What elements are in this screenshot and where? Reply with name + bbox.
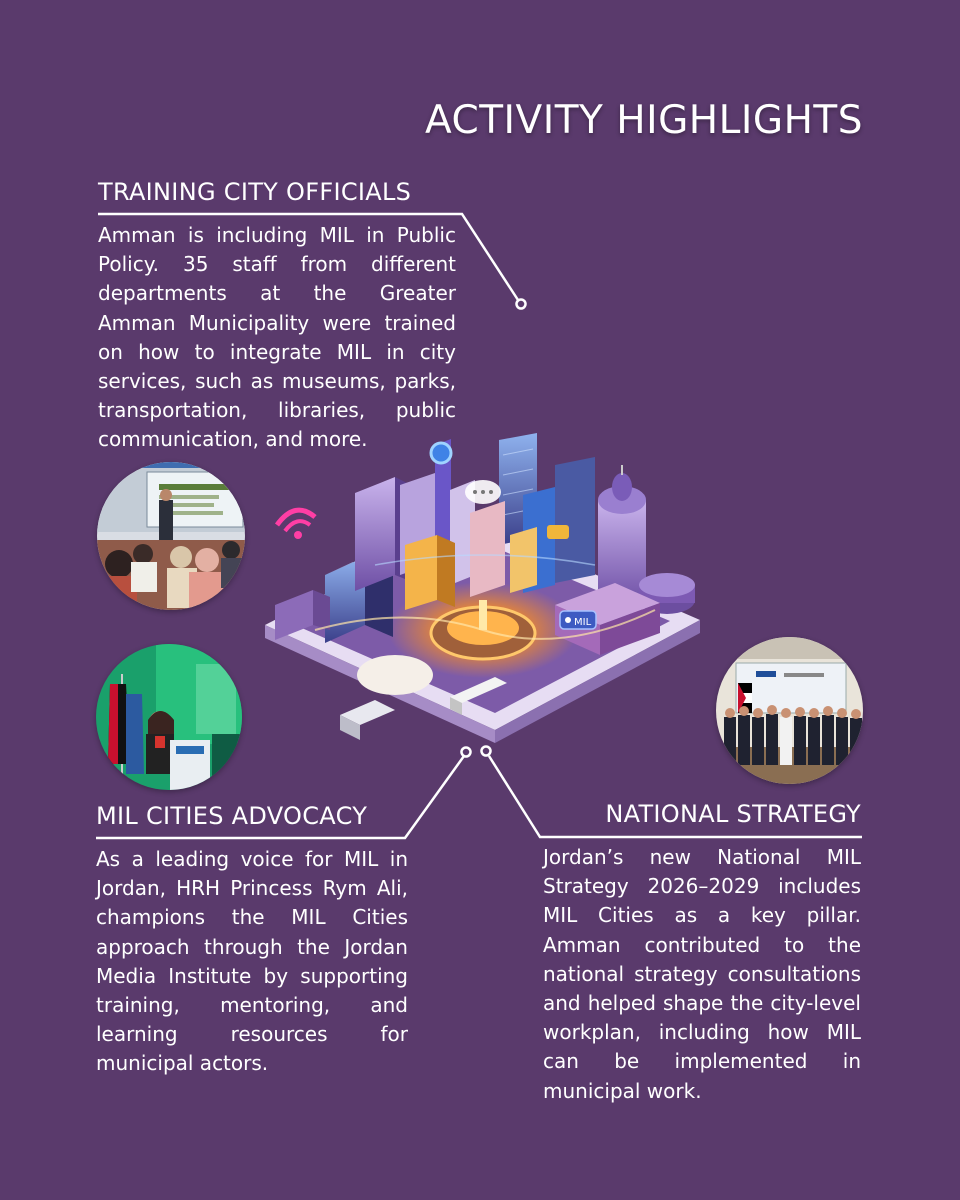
strategy-body: Jordan’s new National MIL Strategy 2026–2029 includes MIL Cities as a key pillar. Amman contributed to the national strategy consultations and helped shape the city-level workplan, including how MIL can be implemented in municipal work. (543, 845, 861, 1103)
training-title: TRAINING CITY OFFICIALS (98, 178, 412, 206)
training-connector-dot (517, 300, 526, 309)
city-badge-label: MIL (574, 617, 592, 628)
training-photo (97, 462, 245, 610)
strategy-photo (716, 637, 863, 784)
training-body: Amman is including MIL in Public Policy. 35 staff from different departments at the Greater Amman Municipality were trained on how to integrate MIL in city services, such as museums, parks, transportation, libraries, public communication, and more. (98, 223, 456, 452)
smart-city-illustration (255, 425, 710, 760)
advocacy-body: As a leading voice for MIL in Jordan, HRH Princess Rym Ali, champions the MIL Cities approach through the Jordan Media Institute by supporting training, mentoring, and learning resources for municipal actors. (96, 847, 408, 1076)
advocacy-title: MIL CITIES ADVOCACY (96, 802, 368, 830)
strategy-title: NATIONAL STRATEGY (605, 800, 861, 828)
page-title: ACTIVITY HIGHLIGHTS (424, 98, 863, 143)
advocacy-photo (96, 644, 242, 790)
